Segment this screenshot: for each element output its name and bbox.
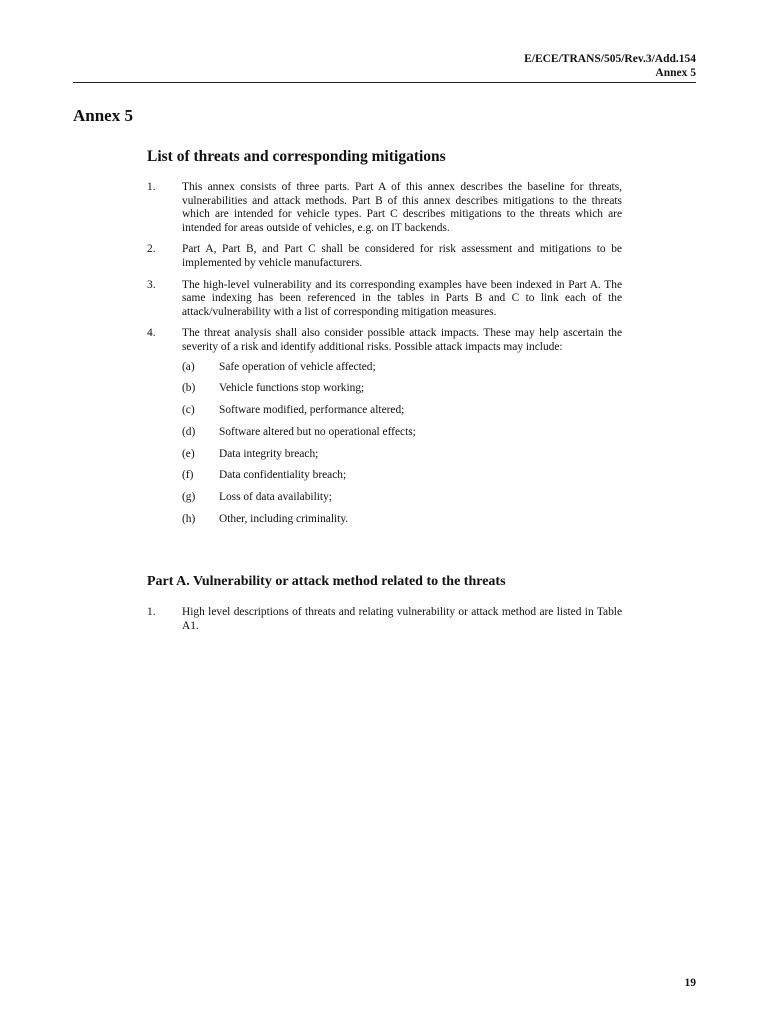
- document-symbol: E/ECE/TRANS/505/Rev.3/Add.154: [524, 53, 696, 65]
- paragraph-4: [147, 327, 622, 534]
- list-item-text: Other, including criminality.: [219, 513, 349, 525]
- list-item: [182, 448, 622, 462]
- paragraph-text: The high-level vulnerability and its corresponding examples have been indexed in Part A. The same indexing has been referenced in the tables in Parts B and C to link each of the attack/vulnerability with a list of corresponding mitigation measures.: [182, 278, 622, 318]
- paragraph-number: 2.: [147, 243, 156, 256]
- list-item-text: Vehicle functions stop working;: [219, 382, 365, 395]
- part-a-body: [147, 606, 622, 641]
- list-item-letter: (c): [182, 404, 195, 417]
- page-number: 19: [684, 977, 696, 989]
- paragraph-number: 1.: [147, 606, 156, 618]
- list-item: [182, 426, 622, 440]
- annex-body: [147, 181, 622, 535]
- paragraph-2: [147, 243, 622, 270]
- list-item-letter: (d): [182, 425, 196, 438]
- paragraph-number: 1.: [147, 181, 156, 193]
- list-item-text: Software altered but no operational effects;: [219, 425, 416, 438]
- header-annex-ref: Annex 5: [655, 67, 696, 79]
- list-item-letter: (g): [182, 491, 196, 504]
- annex-title: Annex 5: [73, 106, 133, 125]
- list-item-text: Safe operation of vehicle affected;: [219, 360, 376, 373]
- list-item-text: Data confidentiality breach;: [219, 469, 347, 482]
- list-item-text: Data integrity breach;: [219, 447, 319, 460]
- list-item: [182, 491, 622, 505]
- paragraph-text: Part A, Part B, and Part C shall be considered for risk assessment and mitigations to be implemented by vehicle manufacturers.: [182, 243, 622, 269]
- list-item-letter: (h): [182, 513, 196, 525]
- list-item-text: Loss of data availability;: [219, 491, 332, 504]
- paragraph-1: [147, 181, 622, 235]
- list-item-text: Software modified, performance altered;: [219, 404, 405, 417]
- paragraph-number: 3.: [147, 278, 156, 291]
- paragraph-text: High level descriptions of threats and relating vulnerability or attack method are listed in Table A1.: [182, 606, 622, 632]
- list-item: [182, 469, 622, 483]
- paragraph-3: [147, 279, 622, 320]
- list-item-letter: (b): [182, 382, 196, 395]
- list-item-letter: (e): [182, 447, 195, 460]
- list-item: [182, 404, 622, 418]
- list-item: [182, 382, 622, 396]
- page-header: [524, 52, 696, 80]
- paragraph-text: This annex consists of three parts. Part A of this annex describes the baseline for threats, vulnerabilities and attack methods. Part B of this annex describes mitigations to the threats which are intended for vehicle types. Part C describes mitigations to the threats which are intended for areas outside of vehicles, e.g. on IT backends.: [182, 181, 622, 234]
- part-a-paragraph-1: [147, 606, 622, 633]
- paragraph-4-intro: The threat analysis shall also consider possible attack impacts. These may help ascertain the severity of a risk and identify additional risks. Possible attack impacts may include:: [182, 327, 622, 353]
- main-title: List of threats and corresponding mitigations: [147, 148, 446, 165]
- part-a-title: Part A. Vulnerability or attack method related to the threats: [147, 574, 506, 589]
- list-item: [182, 361, 622, 375]
- paragraph-number: 4.: [147, 327, 156, 340]
- paragraph-text: [182, 327, 622, 534]
- header-rule: [73, 82, 696, 83]
- list-item-letter: (a): [182, 360, 195, 373]
- attack-impacts-list: [182, 361, 622, 527]
- list-item: [182, 513, 622, 527]
- list-item-letter: (f): [182, 469, 194, 482]
